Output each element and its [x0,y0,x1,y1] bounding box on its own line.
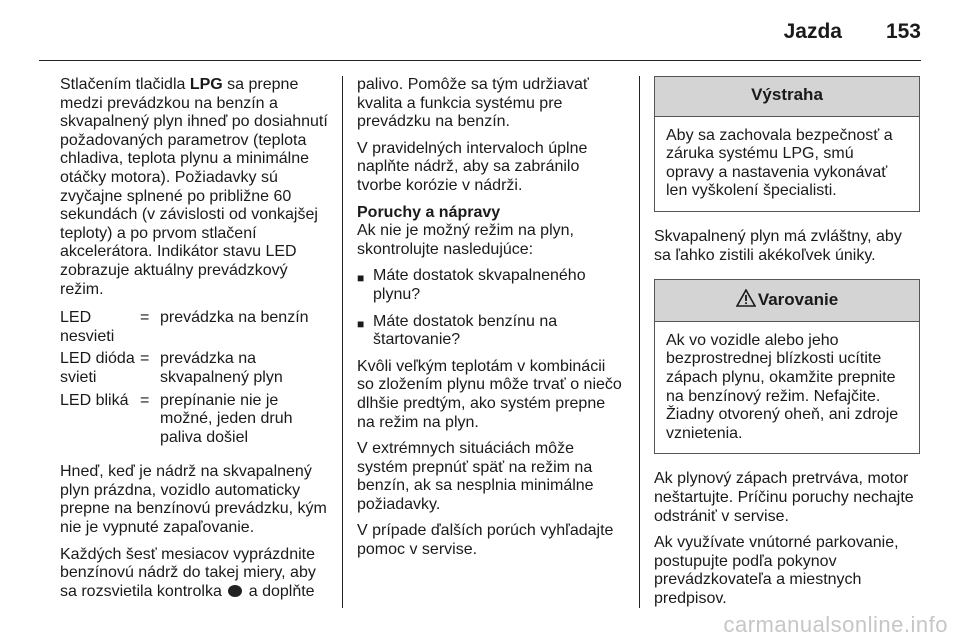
warning-header [655,280,919,322]
lpg-button-label: LPG [189,76,223,93]
caution-body: Aby sa zachovala bezpečnosť a záruka systému LPG, smú opravy a nastavenia vykonávať len vyškolení špecialisti. [666,126,893,200]
table-row: LED nesvieti = prevádzka na benzín [60,309,309,345]
refuel-paragraph: palivo. Pomôže sa tým udržiavať kvalita a funkcia systému pre prevádzku na benzín. [357,76,589,131]
list-item: ■ Máte dostatok benzínu na štartovanie? [357,312,558,349]
table-row: LED dióda svieti = prevádzka na skvapalnený plyn [60,350,283,386]
warning-box [654,279,920,454]
check-paragraph: Ak nie je možný režim na plyn, skontrolujte nasledujúce: [357,222,574,258]
troubleshooting-heading: Poruchy a nápravy [357,203,501,221]
bullet-square-icon: ■ [357,316,365,331]
section-title: Jazda [783,20,842,43]
temperature-paragraph: Kvôli veľkým teplotám v kombinácii so zložením plynu môže trvať o niečo dlhšie predtým, ako systém prepne na režim na plyn. [357,357,622,431]
bullet-square-icon: ■ [357,271,365,286]
column-divider-2 [639,76,640,608]
warning-body: Ak vo vozidle alebo jeho bezprostrednej blízkosti ucítite zápach plynu, okamžite prepnite na benzínový režim. Nefajčite. Žiadny otvorený oheň, ani zdroje vznietenia. [666,331,899,442]
persistent-smell-paragraph: Ak plynový zápach pretrváva, motor neštartujte. Príčinu poruchy nechajte odstrániť v servise. [654,470,914,525]
page-header [0,12,960,52]
lpg-intro-paragraph: Stlačením tlačidla LPG sa prepne medzi prevádzkou na benzín a skvapalnený plyn ihneď po dosiahnutí požadovaných parametrov (teplota chladiva, teplota plynu a minimálne otáčky motora). Požiadavky sú zvyčajne splnené po približne 60 sekundách (v závislosti od vonkajšej teploty) a po prvom stlačení akcelerátora. Indikátor stavu LED zobrazuje aktuálny prevádzkový režim. [60,76,328,298]
caution-box [654,76,920,212]
warning-triangle-icon [736,289,756,307]
table-row: LED bliká = prepínanie nie je možné, jeden druh paliva došiel [60,391,293,446]
led-status-table [60,307,328,449]
caution-title: Výstraha [655,77,919,117]
indicator-lamp-icon [228,585,242,597]
service-paragraph: V prípade ďalších porúch vyhľadajte pomoc v servise. [357,522,614,559]
header-rule [39,60,921,61]
list-item: ■ Máte dostatok skvapalneného plynu? [357,267,586,303]
gas-smell-paragraph: Skvapalnený plyn má zvláštny, aby sa ľahko zistili akékoľvek úniky. [654,227,902,264]
column-1 [60,76,328,609]
column-divider-1 [342,76,343,608]
warning-title: Varovanie [757,290,839,310]
watermark: carmanualsonline.info [723,612,948,637]
column-3 [654,76,920,616]
corrosion-paragraph: V pravidelných intervaloch úplne naplňte nádrž, aby sa zabránilo tvorbe korózie v nádrži. [357,139,588,194]
indoor-parking-paragraph: Ak využívate vnútorné parkovanie, postupujte podľa pokynov prevádzkovateľa a miestnych predpisov. [654,534,899,607]
page-number: 153 [885,20,921,43]
empty-tank-paragraph: Hneď, keď je nádrž na skvapalnený plyn prázdna, vozidlo automaticky prepne na benzínovú prevádzku, kým nie je vypnuté zapaľovanie. [60,463,327,537]
six-month-paragraph: Každých šesť mesiacov vyprázdnite benzínovú nádrž do takej miery, aby sa rozsvietila kontrolka a doplňte [60,545,316,600]
column-2 [357,76,625,568]
extreme-situations-paragraph: V extrémnych situáciách môže systém prepnúť späť na režim na benzín, ak sa nesplnia minimálne požiadavky. [357,440,594,513]
